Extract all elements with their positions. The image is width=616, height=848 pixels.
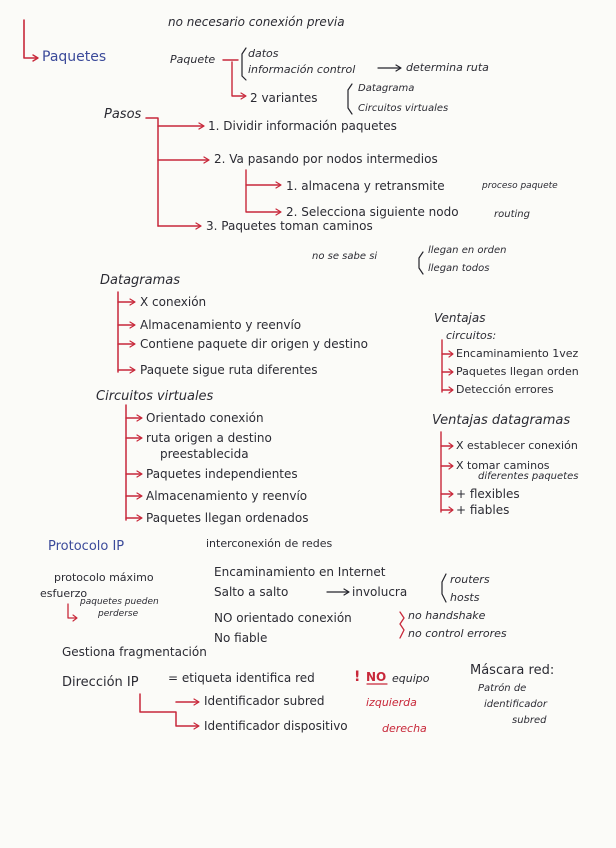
mascara-title: Máscara red: xyxy=(470,663,555,678)
ventajas-circuitos-title: Ventajas xyxy=(434,311,486,325)
direccion-excl: ! xyxy=(354,669,361,685)
protocolo-encaminamiento: Encaminamiento en Internet xyxy=(214,565,386,579)
circuitos-item-1: Orientado conexión xyxy=(146,411,264,425)
circuitos-item-4: Almacenamiento y reenvío xyxy=(146,489,308,503)
circuitos-item-3: Paquetes independientes xyxy=(146,467,298,481)
protocolo-no-control: no control errores xyxy=(408,627,507,640)
protocolo-interconexion: interconexión de redes xyxy=(206,537,333,550)
variantes-label: 2 variantes xyxy=(250,91,318,105)
info-control-label: información control xyxy=(248,63,356,76)
protocolo-hosts: hosts xyxy=(450,591,480,604)
pasos-step-1: 1. Dividir información paquetes xyxy=(208,119,397,133)
datagramas-item-1: X conexión xyxy=(140,295,207,309)
protocolo-involucra: involucra xyxy=(352,585,408,599)
mascara-line-1: Patrón de xyxy=(478,683,527,694)
datagramas-item-2: Almacenamiento y reenvío xyxy=(140,318,302,332)
protocolo-maximo: protocolo máximo xyxy=(54,571,154,584)
datagramas-item-4: Paquete sigue ruta diferentes xyxy=(140,363,318,377)
protocolo-esfuerzo: esfuerzo xyxy=(40,587,88,600)
datagrama-variant: Datagrama xyxy=(358,83,415,94)
ventajas-datagramas-item-2: X tomar caminos xyxy=(456,459,550,472)
datos-label: datos xyxy=(248,47,279,60)
protocolo-no-orientado: NO orientado conexión xyxy=(214,611,352,625)
ventajas-circuitos-subtitle: circuitos: xyxy=(446,329,497,342)
pasos-step-2: 2. Va pasando por nodos intermedios xyxy=(214,152,438,166)
pasos-step-2b: 2. Selecciona siguiente nodo xyxy=(286,205,459,219)
paquetes-title: Paquetes xyxy=(42,49,107,65)
direccion-label: Dirección IP xyxy=(62,675,139,690)
direccion-dispositivo-note: derecha xyxy=(382,722,427,735)
protocolo-perderse: perderse xyxy=(98,609,139,619)
ventajas-circuitos-item-1: Encaminamiento 1vez xyxy=(456,347,579,360)
protocolo-title: Protocolo IP xyxy=(48,539,125,554)
pasos-step-2a: 1. almacena y retransmite xyxy=(286,179,445,193)
mascara-line-2: identificador xyxy=(484,699,547,710)
protocolo-pueden: paquetes pueden xyxy=(80,597,159,607)
direccion-dispositivo: Identificador dispositivo xyxy=(204,719,348,733)
pasos-step-3-opt1: llegan en orden xyxy=(428,245,507,256)
top-note: no necesario conexión previa xyxy=(168,15,345,29)
protocolo-fragmentacion: Gestiona fragmentación xyxy=(62,645,207,659)
direccion-equipo: equipo xyxy=(392,672,430,685)
ventajas-circuitos-item-3: Detección errores xyxy=(456,383,554,396)
protocolo-no-handshake: no handshake xyxy=(408,609,486,622)
protocolo-routers: routers xyxy=(450,573,490,586)
ventajas-datagramas-item-4: + fiables xyxy=(456,503,510,517)
pasos-step-2b-note: routing xyxy=(494,209,530,220)
datagramas-title: Datagramas xyxy=(100,273,181,288)
ventajas-circuitos-item-2: Paquetes llegan orden xyxy=(456,365,579,378)
pasos-title: Pasos xyxy=(104,107,142,122)
circuitos-variant: Circuitos virtuales xyxy=(358,103,449,114)
mascara-line-3: subred xyxy=(512,715,547,726)
circuitos-title: Circuitos virtuales xyxy=(96,389,214,404)
circuitos-item-2-cont: preestablecida xyxy=(160,447,249,461)
circuitos-item-2: ruta origen a destino xyxy=(146,431,272,445)
pasos-step-3-opt2: llegan todos xyxy=(428,263,490,274)
determina-ruta-label: determina ruta xyxy=(406,61,489,74)
paquete-label: Paquete xyxy=(170,53,216,66)
direccion-no: NO xyxy=(366,670,387,684)
ventajas-datagramas-item-2-cont: diferentes paquetes xyxy=(478,471,579,482)
circuitos-item-5: Paquetes llegan ordenados xyxy=(146,511,309,525)
ventajas-datagramas-item-3: + flexibles xyxy=(456,487,520,501)
ventajas-datagramas-item-1: X establecer conexión xyxy=(456,439,578,452)
datagramas-item-3: Contiene paquete dir origen y destino xyxy=(140,337,368,351)
direccion-eq: = etiqueta identifica red xyxy=(168,671,315,685)
pasos-step-3-sub: no se sabe si xyxy=(312,251,378,262)
protocolo-no-fiable: No fiable xyxy=(214,631,268,645)
ventajas-datagramas-title: Ventajas datagramas xyxy=(432,413,571,428)
pasos-step-2a-note: proceso paquete xyxy=(482,181,558,191)
direccion-subred-note: izquierda xyxy=(366,696,417,709)
pasos-step-3: 3. Paquetes toman caminos xyxy=(206,219,373,233)
direccion-subred: Identificador subred xyxy=(204,694,325,708)
protocolo-salto: Salto a salto xyxy=(214,585,289,599)
